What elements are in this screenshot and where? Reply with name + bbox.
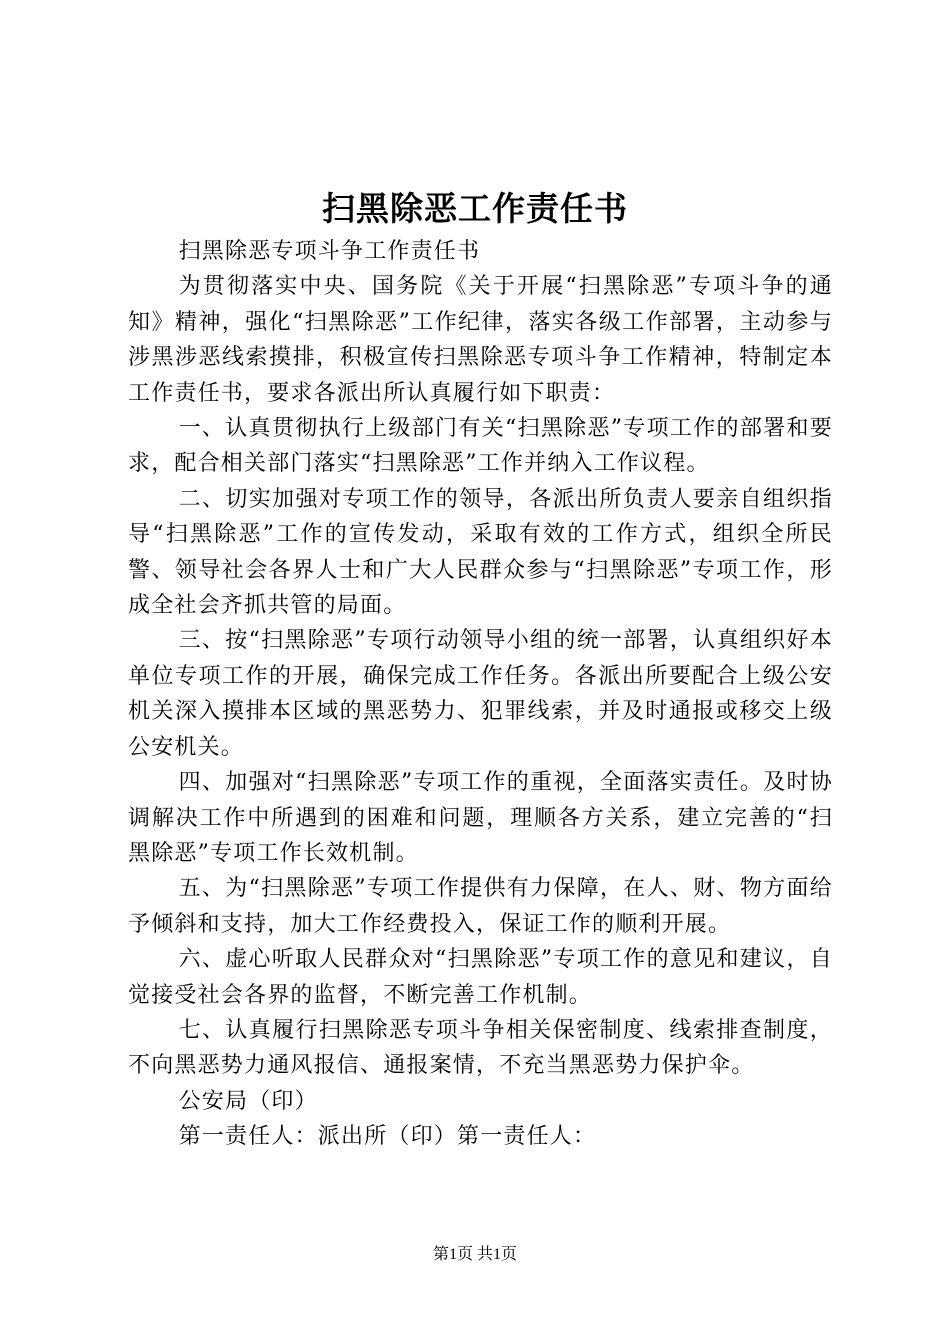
- duty-item-7: 七、认真履行扫黑除恶专项斗争相关保密制度、线索排查制度，不向黑恶势力通风报信、通报案情，不充当黑恶势力保护伞。: [128, 1017, 833, 1079]
- intro-paragraph: 为贯彻落实中央、国务院《关于开展“扫黑除恶”专项斗争的通知》精神，强化“扫黑除恶”工作纪律，落实各级工作部署，主动参与涉黑涉恶线索摸排，积极宣传扫黑除恶专项斗争工作精神，特制定本工作责任书，要求各派出所认真履行如下职责：: [128, 274, 833, 406]
- duty-item-3: 三、按“扫黑除恶”专项行动领导小组的统一部署，认真组织好本单位专项工作的开展，确保完成工作任务。各派出所要配合上级公安机关深入摸排本区域的黑恶势力、犯罪线索，并及时通报或移交上级公安机关。: [128, 628, 833, 760]
- document-body: [128, 234, 833, 1155]
- document-title: 扫黑除恶工作责任书: [322, 189, 628, 228]
- signature-police-bureau: 公安局（印）: [178, 1088, 318, 1114]
- duty-item-1: 一、认真贯彻执行上级部门有关“扫黑除恶”专项工作的部署和要求，配合相关部门落实“扫黑除恶”工作并纳入工作议程。: [128, 416, 833, 477]
- page-number-footer: 第1页 共1页: [432, 1246, 517, 1263]
- duty-item-6: 六、虚心听取人民群众对“扫黑除恶”专项工作的意见和建议，自觉接受社会各界的监督，不断完善工作机制。: [128, 947, 833, 1008]
- duty-item-4: 四、加强对“扫黑除恶”专项工作的重视，全面落实责任。及时协调解决工作中所遇到的困难和问题，理顺各方关系，建立完善的“扫黑除恶”专项工作长效机制。: [128, 770, 833, 866]
- duty-item-5: 五、为“扫黑除恶”专项工作提供有力保障，在人、财、物方面给予倾斜和支持，加大工作经费投入，保证工作的顺利开展。: [128, 876, 833, 937]
- document-subtitle: 扫黑除恶专项斗争工作责任书: [178, 239, 481, 264]
- duty-item-2: 二、切实加强对专项工作的领导，各派出所负责人要亲自组织指导“扫黑除恶”工作的宣传发动，采取有效的工作方式，组织全所民警、领导社会各界人士和广大人民群众参与“扫黑除恶”专项工作，形成全社会齐抓共管的局面。: [128, 486, 833, 619]
- signature-responsible-person: 第一责任人：派出所（印）第一责任人：: [178, 1124, 597, 1150]
